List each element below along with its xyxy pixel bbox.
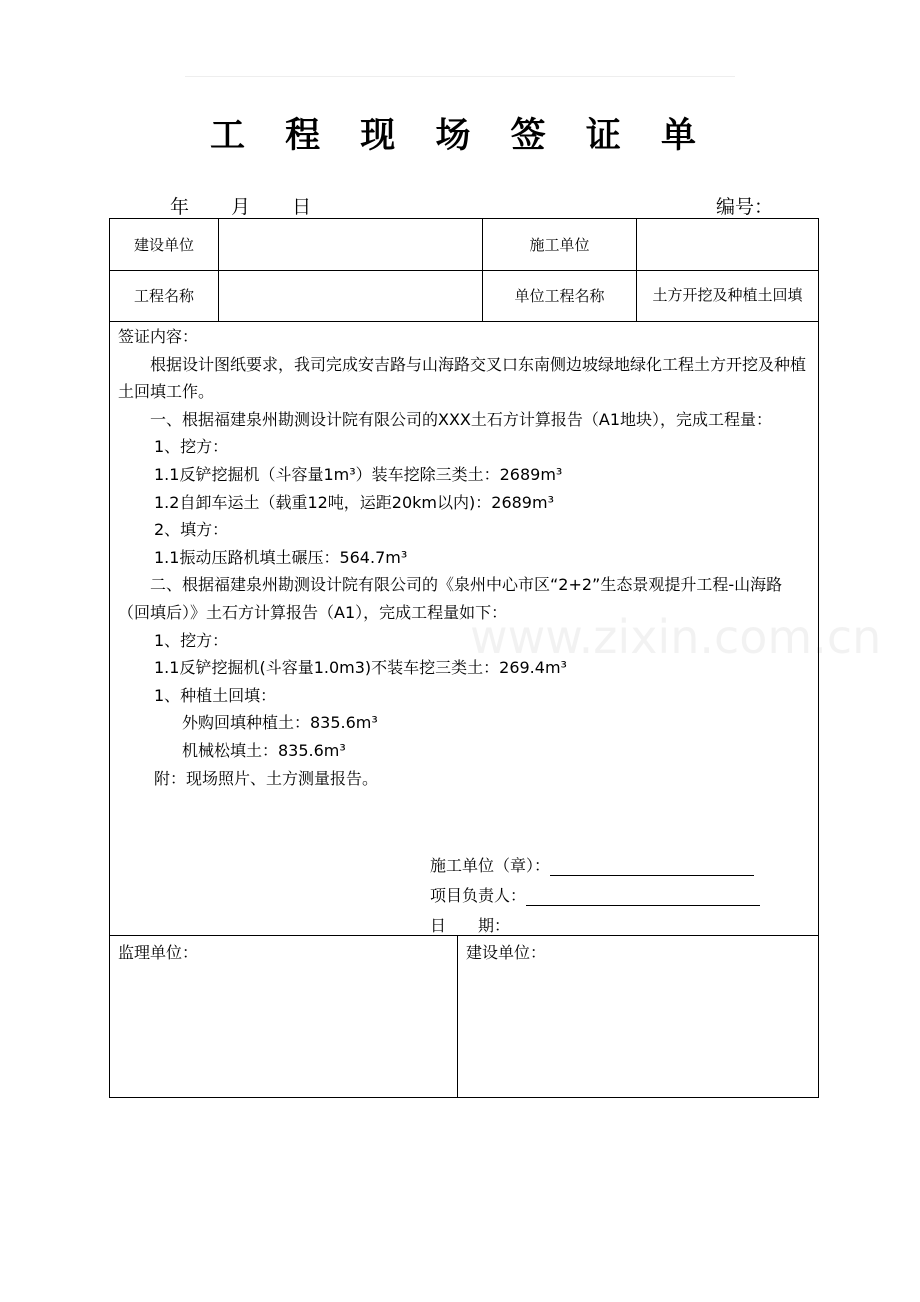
signature-date xyxy=(430,913,770,936)
owner-approval-cell[interactable] xyxy=(458,936,818,1098)
section-1-item-1-2: 1.2自卸车运土（载重12吨，运距20km以内)：2689m³ xyxy=(154,492,554,512)
signature-date-line[interactable] xyxy=(510,917,770,936)
top-divider xyxy=(185,76,735,77)
unit-project-name-value: 土方开挖及种植土回填 xyxy=(652,286,803,304)
owner-approval-label: 建设单位： xyxy=(466,943,547,962)
date-line xyxy=(170,192,347,219)
signature-contractor xyxy=(430,853,754,876)
signature-manager-label: 项目负责人： xyxy=(430,886,527,905)
construction-owner-value[interactable] xyxy=(219,219,483,270)
construction-owner-label: 建设单位 xyxy=(110,219,219,270)
contractor-label: 施工单位 xyxy=(483,219,637,270)
year-label: 年 xyxy=(170,196,190,218)
signature-manager-line[interactable] xyxy=(526,887,760,906)
signature-contractor-label: 施工单位（章）： xyxy=(430,856,551,875)
signature-contractor-line[interactable] xyxy=(550,857,754,876)
section-1-fill: 2、填方： xyxy=(154,520,229,540)
attachments-note: 附：现场照片、土方测量报告。 xyxy=(154,768,379,788)
section-1-heading: 一、根据福建泉州勘测设计院有限公司的XXX土石方计算报告（A1地块），完成工程量： xyxy=(150,409,773,429)
watermark: www.zixin.com.cn xyxy=(470,610,882,664)
day-label: 日 xyxy=(292,196,312,218)
serial-number-label: 编号： xyxy=(716,196,774,218)
section-2-mechanical-fill: 机械松填土：835.6m³ xyxy=(182,740,346,760)
content-label: 签证内容： xyxy=(118,327,199,346)
header-row-1 xyxy=(110,219,818,271)
project-name-value[interactable] xyxy=(219,270,483,321)
project-name-label: 工程名称 xyxy=(110,270,219,321)
supervisor-label: 监理单位： xyxy=(118,943,199,962)
page-title: 工 程 现 场 签 证 单 xyxy=(209,115,711,156)
section-1-fill-item: 1.1振动压路机填土碾压：564.7m³ xyxy=(154,547,408,567)
month-label: 月 xyxy=(231,196,251,218)
content-intro: 根据设计图纸要求，我司完成安吉路与山海路交叉口东南侧边坡绿地绿化工程土方开挖及种植土回填工作。 xyxy=(118,354,807,402)
header-row-2 xyxy=(110,270,818,322)
section-2-heading: 二、根据福建泉州勘测设计院有限公司的《泉州中心市区“2+2”生态景观提升工程-山海路（回填后）》土石方计算报告（A1），完成工程量如下： xyxy=(118,575,783,622)
supervisor-cell[interactable] xyxy=(110,936,458,1098)
signature-manager xyxy=(430,883,760,906)
approval-row xyxy=(110,935,818,1098)
signature-date-label: 日 期： xyxy=(430,916,511,935)
section-2-purchased-soil: 外购回填种植土：835.6m³ xyxy=(182,713,378,733)
unit-project-name-label: 单位工程名称 xyxy=(483,270,637,321)
visa-content xyxy=(118,323,812,792)
section-2-item-1-1: 1.1反铲挖掘机(斗容量1.0m3)不装车挖三类土：269.4m³ xyxy=(154,658,567,678)
section-2-planting-soil: 1、种植土回填： xyxy=(154,685,277,705)
section-2-excavation: 1、挖方： xyxy=(154,630,229,650)
section-1-excavation: 1、挖方： xyxy=(154,437,229,457)
contractor-value[interactable] xyxy=(637,219,818,270)
section-1-item-1-1: 1.1反铲挖掘机（斗容量1m³）装车挖除三类土：2689m³ xyxy=(154,464,563,484)
